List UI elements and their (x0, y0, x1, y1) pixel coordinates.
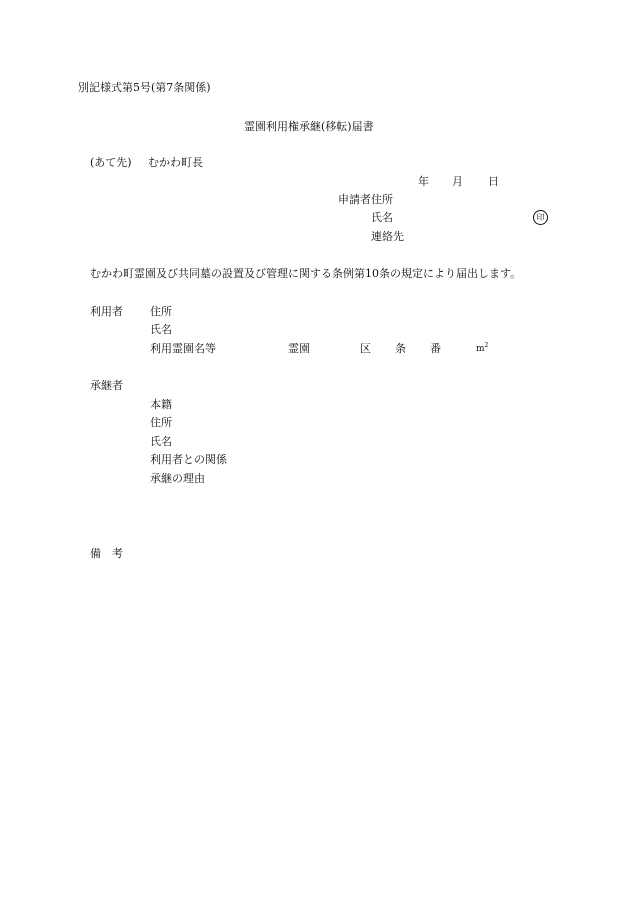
user-address-label: 住所 (150, 305, 172, 318)
user-cemetery-label: 霊園 (288, 342, 310, 355)
area-unit-label: $m^2$ (476, 342, 489, 354)
date-day-label: 日 (488, 175, 499, 188)
user-row-label: 条 (395, 342, 406, 355)
successor-reason-label: 承継の理由 (150, 472, 205, 485)
user-name-label: 氏名 (150, 323, 172, 336)
successor-name-label: 氏名 (150, 435, 172, 448)
applicant-address-label: 申請者住所 (338, 193, 393, 206)
applicant-contact-label: 連絡先 (371, 230, 404, 243)
successor-relation-label: 利用者との関係 (150, 453, 227, 466)
user-number-label: 番 (430, 342, 441, 355)
statement-text: むかわ町霊園及び共同墓の設置及び管理に関する条例第10条の規定により届出します。 (90, 267, 522, 280)
remarks-label: 備 考 (90, 547, 123, 560)
seal-mark: 印 (533, 210, 548, 225)
user-ward-label: 区 (360, 342, 371, 355)
successor-domicile-label: 本籍 (150, 398, 172, 411)
date-month-label: 月 (452, 175, 463, 188)
user-cemetery-name-label: 利用霊園名等 (150, 342, 216, 355)
addressee-value: むかわ町長 (148, 156, 203, 169)
document-title: 霊園利用権承継(移転)届書 (244, 120, 374, 133)
successor-address-label: 住所 (150, 416, 172, 429)
form-number: 別記様式第5号(第7条関係) (78, 81, 211, 94)
addressee-label: (あて先) (90, 156, 132, 169)
date-year-label: 年 (418, 175, 429, 188)
successor-section-heading: 承継者 (90, 379, 123, 392)
user-section-heading: 利用者 (90, 305, 123, 318)
applicant-name-label: 氏名 (371, 211, 393, 224)
